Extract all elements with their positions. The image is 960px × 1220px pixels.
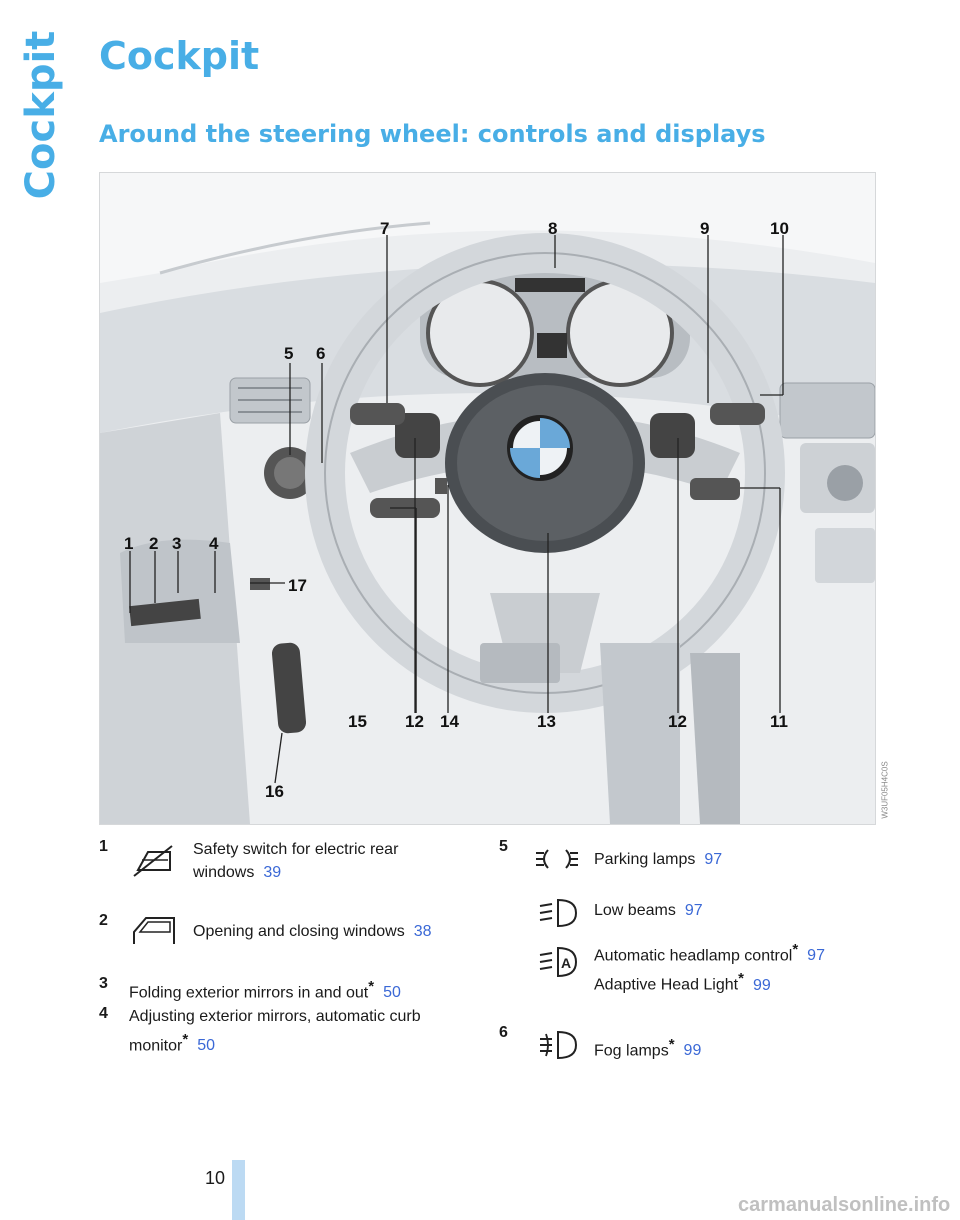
legend-item-2: Opening and closing windows 38	[193, 923, 432, 940]
callout-15: 15	[348, 712, 367, 731]
legend-number-1: 1	[99, 838, 108, 855]
callout-11: 11	[770, 712, 788, 731]
legend-number-5: 5	[499, 838, 508, 855]
legend-number-4: 4	[99, 1005, 108, 1022]
center-display	[537, 333, 567, 358]
callout-13: 13	[537, 712, 556, 731]
legend-item-6: Fog lamps* 99	[594, 1036, 702, 1060]
page-ref-97a[interactable]: 97	[704, 851, 723, 868]
door-armrest	[120, 540, 240, 643]
section-title: Around the steering wheel: controls and displays	[99, 120, 766, 148]
callout-16: 16	[265, 782, 284, 801]
legend-item-5a: Parking lamps 97	[594, 851, 723, 868]
callout-7: 7	[380, 219, 390, 238]
ignition-button	[690, 478, 740, 500]
window-lock-icon	[132, 844, 174, 878]
callout-1: 1	[124, 534, 134, 553]
svg-text:A: A	[561, 955, 572, 971]
page-ref-39[interactable]: 39	[263, 864, 282, 881]
callout-17: 17	[288, 576, 307, 595]
legend-number-6: 6	[499, 1024, 508, 1041]
auto-headlamp-icon	[536, 944, 580, 980]
callout-6: 6	[316, 344, 326, 363]
cockpit-illustration	[99, 172, 876, 825]
legend-item-5b: Low beams 97	[594, 902, 703, 919]
callout-5: 5	[284, 344, 294, 363]
callout-10: 10	[770, 219, 789, 238]
page-ref-97b[interactable]: 97	[684, 902, 703, 919]
page-ref-99b[interactable]: 99	[683, 1042, 702, 1060]
car-window-icon	[132, 914, 176, 948]
turn-signal-stalk	[350, 403, 405, 425]
page-ref-50[interactable]: 50	[383, 984, 401, 1002]
side-tab: Cockpit	[18, 30, 64, 200]
climate-controls	[815, 528, 875, 583]
callout-8: 8	[548, 219, 558, 238]
legend-item-3: Folding exterior mirrors in and out* 50	[129, 978, 401, 1002]
page-marker-bar	[232, 1160, 245, 1220]
callout-9: 9	[700, 219, 710, 238]
column-lever	[435, 478, 447, 494]
page-ref-97c[interactable]: 97	[807, 947, 825, 965]
wiper-stalk	[710, 403, 765, 425]
callout-4: 4	[209, 534, 219, 553]
low-beams-icon	[536, 896, 578, 930]
page-title: Cockpit	[99, 34, 260, 78]
watermark: carmanualsonline.info	[738, 1194, 951, 1216]
page-ref-99a[interactable]: 99	[752, 976, 771, 994]
callout-12-left: 12	[405, 712, 424, 731]
callout-2: 2	[149, 534, 159, 553]
legend-item-4: Adjusting exterior mirrors, automatic curb monitor* 50	[129, 1008, 421, 1055]
callout-12-right: 12	[668, 712, 687, 731]
legend-item-5c: Automatic headlamp control* 97 Adaptive Head Light* 99	[594, 941, 825, 994]
legend-number-3: 3	[99, 975, 108, 992]
page-ref-38[interactable]: 38	[413, 923, 432, 940]
right-vent	[780, 383, 875, 438]
callout-3: 3	[172, 534, 182, 553]
page-number: 10	[205, 1168, 226, 1188]
hood-release	[250, 578, 270, 590]
page-ref-50b[interactable]: 50	[197, 1037, 215, 1055]
fog-lamps-icon	[536, 1028, 578, 1062]
callout-14: 14	[440, 712, 459, 731]
legend-number-2: 2	[99, 912, 108, 929]
right-wheel-buttons	[650, 413, 695, 458]
image-code: W3UF05H4C0S	[880, 761, 890, 819]
legend-item-1: Safety switch for electric rear windows 39	[193, 841, 399, 881]
cockpit-drawing	[100, 173, 875, 824]
indicator-strip	[515, 278, 585, 292]
parking-lamps-icon	[534, 846, 580, 872]
